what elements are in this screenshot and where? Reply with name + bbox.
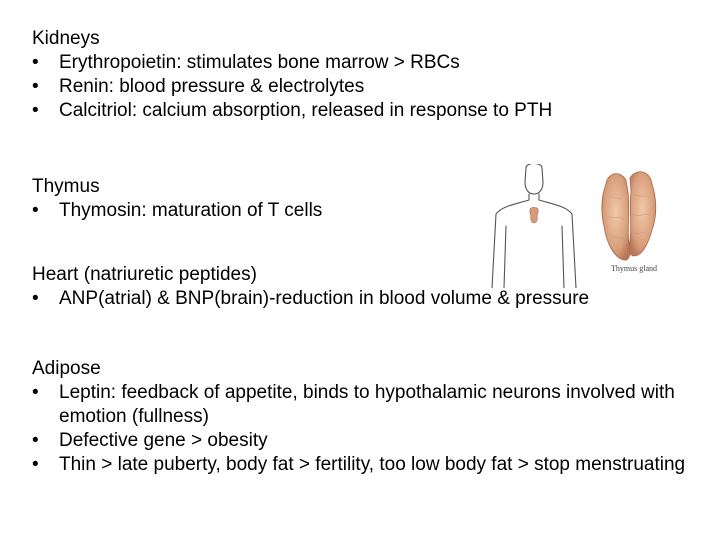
- section-title-adipose: Adipose: [32, 358, 101, 379]
- bullet-dot: •: [32, 200, 39, 221]
- section-kidneys: [32, 27, 552, 123]
- bullet-text: Calcitriol: calcium absorption, released in response to PTH: [59, 100, 553, 121]
- bullet-text: Thin > late puberty, body fat > fertility, too low body fat > stop menstruating: [59, 454, 686, 475]
- bullet-item: [32, 51, 552, 75]
- bullet-dot: •: [32, 100, 39, 121]
- bullet-item: [32, 381, 702, 429]
- thymus-caption: Thymus gland: [611, 264, 657, 273]
- bullet-dot: •: [32, 382, 39, 403]
- bullet-dot: •: [32, 76, 39, 97]
- thymus-location-shape: [530, 207, 538, 223]
- bullet-item: [32, 99, 552, 123]
- body-outline-figure: [486, 164, 582, 288]
- arm-lines: [504, 226, 564, 288]
- section-title-thymus: Thymus: [32, 176, 100, 197]
- bullet-item: [32, 287, 589, 311]
- thymus-left-lobe: [602, 174, 630, 260]
- section-title-heart: Heart (natriuretic peptides): [32, 264, 257, 285]
- section-thymus: [32, 175, 322, 223]
- bullet-text: Defective gene > obesity: [59, 430, 268, 451]
- bullet-text: Erythropoietin: stimulates bone marrow > RBCs: [59, 52, 460, 73]
- bullet-item: [32, 429, 702, 453]
- bullet-dot: •: [32, 454, 39, 475]
- bullet-item: [32, 453, 702, 477]
- bullet-item: [32, 75, 552, 99]
- thymus-right-lobe: [629, 172, 656, 256]
- bullet-dot: •: [32, 52, 39, 73]
- bullet-dot: •: [32, 288, 39, 309]
- head-outline: [525, 164, 543, 194]
- bullet-text: ANP(atrial) & BNP(brain)-reduction in blood volume & pressure: [59, 288, 590, 309]
- section-adipose: [32, 357, 702, 477]
- bullet-text: Leptin: feedback of appetite, binds to hypothalamic neurons involved with emotion (fullness): [59, 382, 675, 427]
- bullet-text: Thymosin: maturation of T cells: [59, 200, 323, 221]
- bullet-item: [32, 199, 322, 223]
- bullet-text: Renin: blood pressure & electrolytes: [59, 76, 365, 97]
- thymus-gland-image: [594, 166, 664, 266]
- section-title-kidneys: Kidneys: [32, 28, 100, 49]
- bullet-dot: •: [32, 430, 39, 451]
